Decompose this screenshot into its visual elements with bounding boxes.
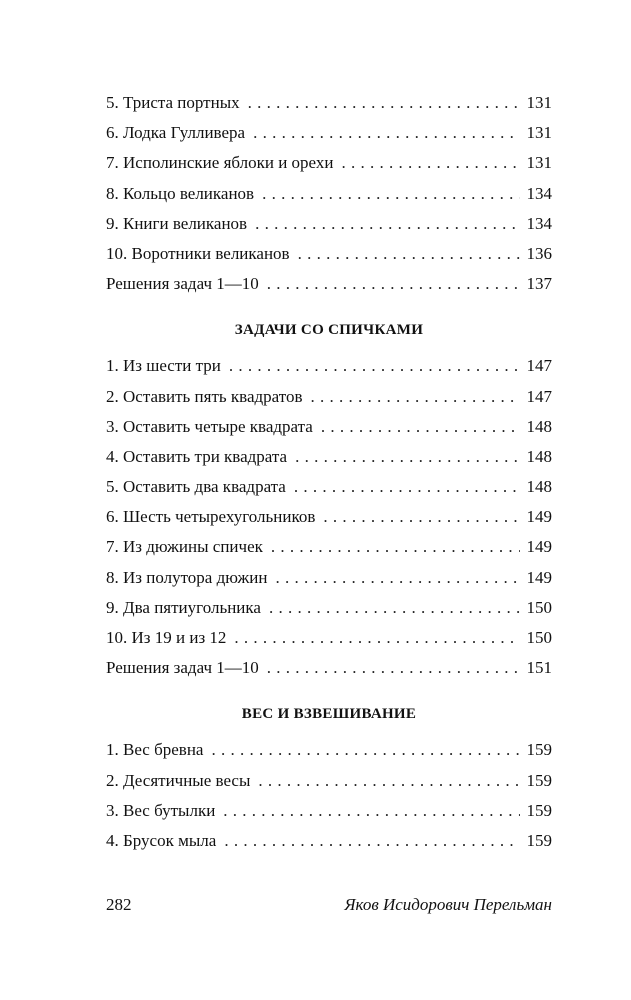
dot-leader: [311, 382, 520, 412]
dot-leader: [295, 442, 520, 472]
dot-leader: [229, 351, 520, 381]
toc-section: [106, 315, 552, 683]
toc-entry-title: 2. Оставить пять квадратов: [106, 386, 303, 406]
toc-entry-page: 150: [526, 597, 552, 617]
toc-entry-page: 147: [526, 386, 552, 406]
toc-entry-page: 159: [526, 830, 552, 850]
toc-entry-title: 1. Вес бревна: [106, 740, 204, 760]
toc-entry-title: Решения задач 1—10: [106, 658, 259, 678]
toc-entry-page: 147: [526, 356, 552, 376]
dot-leader: [262, 179, 520, 209]
toc-entry-page: 137: [526, 274, 552, 294]
dot-leader: [267, 269, 520, 299]
toc-entry-title: 7. Из дюжины спичек: [106, 537, 263, 557]
toc-entry[interactable]: [106, 735, 552, 765]
toc-entry-page: 151: [526, 658, 552, 678]
toc-entry-page: 159: [526, 770, 552, 790]
toc-entry[interactable]: [106, 382, 552, 412]
dot-leader: [255, 209, 520, 239]
toc-entry[interactable]: [106, 239, 552, 269]
toc-entry-title: 10. Из 19 и из 12: [106, 628, 227, 647]
toc-entry-page: 148: [526, 477, 552, 497]
toc-entry-page: 136: [526, 243, 552, 263]
toc-entry-title: 6. Лодка Гулливера: [106, 123, 246, 143]
toc-entry-page: 149: [526, 567, 552, 587]
page-number: 282: [106, 895, 132, 914]
toc-entry[interactable]: [106, 623, 552, 653]
toc-entry-page: 131: [526, 93, 552, 112]
dot-leader: [211, 735, 520, 765]
dot-leader: [253, 118, 520, 148]
toc-entry-page: 150: [526, 628, 552, 647]
toc-entry[interactable]: [106, 472, 552, 502]
dot-leader: [224, 826, 520, 856]
dot-leader: [269, 593, 520, 623]
toc-entry-title: 5. Оставить два квадрата: [106, 477, 286, 497]
toc-entry-page: 134: [526, 183, 552, 203]
toc-entry-title: 10. Воротники великанов: [106, 243, 290, 263]
toc-entry-title: 9. Книги великанов: [106, 213, 248, 233]
toc-entry[interactable]: [106, 148, 552, 178]
toc-entry[interactable]: [106, 442, 552, 472]
toc-entry-title: 3. Оставить четыре квадрата: [106, 416, 313, 436]
toc-entry-title: 3. Вес бутылки: [106, 800, 216, 820]
page-footer: [106, 893, 552, 917]
toc-entry-page: 148: [526, 416, 552, 436]
dot-leader: [321, 412, 520, 442]
toc-entry-title: 4. Оставить три квадрата: [106, 446, 288, 466]
dot-leader: [271, 532, 520, 562]
dot-leader: [234, 623, 520, 653]
dot-leader: [298, 239, 520, 269]
toc-entry-page: 131: [526, 153, 552, 173]
toc-entry[interactable]: [106, 796, 552, 826]
toc-entry[interactable]: [106, 209, 552, 239]
section-heading: ЗАДАЧИ СО СПИЧКАМИ: [234, 322, 424, 339]
toc-entry[interactable]: [106, 826, 552, 856]
toc-entry-page: 149: [526, 537, 552, 557]
toc-entry-title: Решения задач 1—10: [106, 274, 259, 294]
dot-leader: [248, 88, 520, 118]
dot-leader: [267, 653, 520, 683]
toc-entry-title: 9. Два пятиугольника: [106, 597, 261, 617]
toc-entry[interactable]: [106, 269, 552, 299]
toc-entry-page: 131: [526, 123, 552, 143]
toc-entry-title: 8. Из полутора дюжин: [106, 567, 268, 587]
toc-entry-page: 159: [526, 800, 552, 820]
dot-leader: [294, 472, 520, 502]
dot-leader: [323, 502, 520, 532]
toc-entry[interactable]: [106, 179, 552, 209]
toc-entry-title: 8. Кольцо великанов: [106, 183, 255, 203]
toc-entry[interactable]: [106, 412, 552, 442]
toc-entry[interactable]: [106, 653, 552, 683]
dot-leader: [258, 766, 520, 796]
dot-leader: [275, 563, 520, 593]
section-heading: ВЕС И ВЗВЕШИВАНИЕ: [241, 706, 417, 723]
table-of-contents: [106, 88, 552, 856]
toc-entry-title: 5. Триста портных: [106, 93, 240, 112]
dot-leader: [223, 796, 520, 826]
toc-entry[interactable]: [106, 118, 552, 148]
toc-entry-title: 1. Из шести три: [106, 356, 221, 376]
running-author: Яков Исидорович Перельман: [344, 895, 552, 914]
toc-entry[interactable]: [106, 532, 552, 562]
toc-entry-title: 6. Шесть четырехугольников: [106, 507, 316, 527]
toc-entry-page: 148: [526, 446, 552, 466]
toc-entry-page: 149: [526, 507, 552, 527]
toc-entry[interactable]: [106, 502, 552, 532]
dot-leader: [341, 148, 520, 178]
toc-entry-title: 7. Исполинские яблоки и орехи: [106, 153, 334, 173]
toc-entry-title: 4. Брусок мыла: [106, 830, 217, 850]
toc-section: [106, 699, 552, 856]
toc-entry[interactable]: [106, 563, 552, 593]
toc-entry-title: 2. Десятичные весы: [106, 770, 251, 790]
toc-entry[interactable]: [106, 88, 552, 118]
toc-entry-page: 159: [526, 740, 552, 760]
toc-section: [106, 88, 552, 299]
toc-entry[interactable]: [106, 593, 552, 623]
toc-entry[interactable]: [106, 766, 552, 796]
toc-entry[interactable]: [106, 351, 552, 381]
toc-entry-page: 134: [526, 213, 552, 233]
